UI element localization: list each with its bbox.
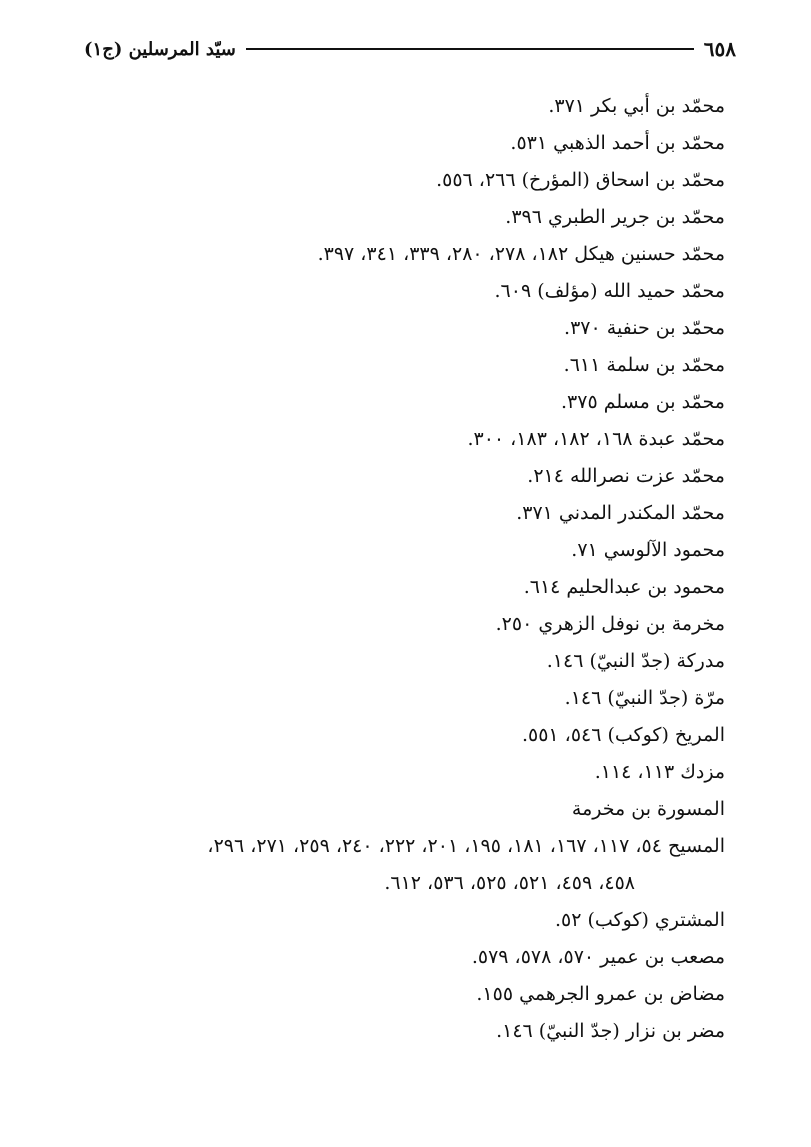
index-entry: مدركة (جدّ النبيّ) ١٤٦.	[546, 650, 725, 672]
index-entry: محمود بن عبدالحليم ٦١٤.	[523, 576, 725, 598]
index-entry: محمّد المكندر المدني ٣٧١.	[516, 502, 725, 524]
index-entry-line-1: المسيح ٥٤، ١١٧، ١٦٧، ١٨١، ١٩٥، ٢٠١، ٢٢٢، ٢٤٠، ٢٥٩، ٢٧١، ٢٩٦،	[207, 835, 725, 857]
index-entry: محمّد بن اسحاق (المؤرخ) ٢٦٦، ٥٥٦.	[436, 169, 725, 191]
index-entry: محمّد حسنين هيكل ١٨٢، ٢٧٨، ٢٨٠، ٣٣٩، ٣٤١، ٣٩٧.	[317, 243, 725, 265]
index-entry: محمّد بن مسلم ٣٧٥.	[560, 391, 725, 413]
index-entry-long	[80, 828, 725, 902]
page-header	[84, 36, 736, 62]
index-entry: محمّد بن حنفية ٣٧٠.	[564, 317, 725, 339]
index-list	[80, 88, 725, 1050]
index-entry: المريخ (كوكب) ٥٤٦، ٥٥١.	[521, 724, 725, 746]
index-entry: مضاض بن عمرو الجرهمي ١٥٥.	[476, 983, 725, 1005]
index-entry: مزدك ١١٣، ١١٤.	[594, 761, 725, 783]
index-entry: مصعب بن عمير ٥٧٠، ٥٧٨، ٥٧٩.	[471, 946, 725, 968]
index-entry: مضر بن نزار (جدّ النبيّ) ١٤٦.	[496, 1020, 725, 1042]
index-entry: محمّد بن سلمة ٦١١.	[563, 354, 725, 376]
index-entry: محمّد حميد الله (مؤلف) ٦٠٩.	[494, 280, 725, 302]
index-entry: مخرمة بن نوفل الزهري ٢٥٠.	[495, 613, 725, 635]
index-entry: محمّد بن جرير الطبري ٣٩٦.	[505, 206, 725, 228]
header-rule	[246, 48, 694, 50]
index-entry: المسورة بن مخرمة	[571, 798, 725, 820]
index-entry: مرّة (جدّ النبيّ) ١٤٦.	[564, 687, 725, 709]
index-entry: المشتري (كوكب) ٥٢.	[554, 909, 725, 931]
index-entry: محمود الآلوسي ٧١.	[571, 539, 725, 561]
page-number: ٦٥٨	[703, 37, 736, 61]
index-entry: محمّد عبدة ١٦٨، ١٨٢، ١٨٣، ٣٠٠.	[467, 428, 725, 450]
index-entry-line-2: ٤٥٨، ٤٥٩، ٥٢١، ٥٢٥، ٥٣٦، ٦١٢.	[384, 872, 635, 894]
index-entry: محمّد عزت نصرالله ٢١٤.	[527, 465, 725, 487]
index-entry: محمّد بن أحمد الذهبي ٥٣١.	[510, 132, 725, 154]
running-title: سيّد المرسلين (ج١)	[84, 38, 236, 60]
index-entry: محمّد بن أبي بكر ٣٧١.	[548, 95, 725, 117]
